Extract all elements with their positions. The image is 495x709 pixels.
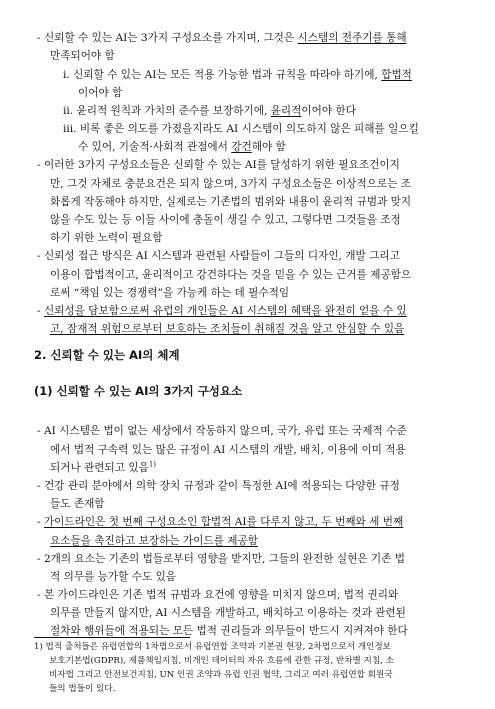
text-span: 1) 법적 출처들은 유럽연합의 1차법으로서 유럽연합 조약과 기본권 헌장, 2차법으로서 개인정보	[34, 642, 391, 652]
text-line	[37, 304, 407, 318]
underlined-text: 고, 잠재적 위험으로부터 보호하는 조치들이 취해질 것을 알고 안심할 수 있음	[50, 323, 405, 335]
text-span: - 신뢰성 접근 방식은 AI 시스템과 관련된 사람들이 그들의 디자인, 개발 그리고	[37, 250, 400, 262]
text-span: - 본 가이드라인은 기존 법적 규범과 요건에 영향을 미치지 않으며, 법적 권리와	[37, 589, 399, 601]
footnote-ref: 1)	[148, 460, 157, 469]
text-span: 2. 신뢰할 수 있는 AI의 체계	[34, 348, 180, 362]
text-span: ⅰ. 신뢰할 수 있는 AI는 모든 적용 가능한 법과 규칙을 따라야 하기에,	[63, 69, 382, 81]
text-span: 해야 함	[251, 141, 286, 153]
underlined-text: 강건	[231, 141, 252, 153]
underlined-text: 합법적	[381, 69, 412, 81]
text-line	[50, 606, 406, 620]
text-span: 하기 위한 노력이 필요함	[50, 232, 163, 244]
text-span: 이어야 함	[78, 87, 123, 99]
text-span: -	[37, 516, 44, 528]
underlined-text: 가이드라인은 첫 번째 구성요소인 합법적 AI를 다루지 않고, 두 번째와 세 번째	[43, 516, 404, 528]
text-line	[37, 588, 398, 602]
text-line	[37, 479, 400, 493]
section-heading	[34, 384, 242, 398]
underlined-text: 윤리적	[270, 105, 302, 117]
text-line	[37, 249, 400, 263]
text-span: 들의 법들이 있다.	[49, 684, 116, 694]
text-span: 이어야 한다	[301, 105, 356, 117]
text-line	[50, 570, 176, 584]
text-line	[50, 322, 404, 336]
text-span: 수 있어, 기술적·사회적 관점에서	[78, 141, 232, 153]
text-span: 않을 수도 있는 등 이들 사이에 충돌이 생길 수 있고, 그렇다면 그것들을 조정	[50, 214, 401, 226]
text-line	[50, 624, 408, 638]
text-span: 만, 그것 자체로 충분요건은 되지 않으며, 3가지 구성요소들은 이상적으로는 조	[50, 178, 412, 190]
underlined-text: 시스템의 전주기를 통해	[297, 32, 407, 44]
text-line	[50, 534, 258, 548]
text-span: 에서 법적 구속력 있는 많은 규정이 AI 시스템의 개발, 배치, 이용에 이미 적용	[50, 444, 406, 456]
text-span: 화롭게 작동해야 하지만, 실제로는 기존법의 범위와 내용이 윤리적 규범과 맞지	[50, 196, 412, 208]
text-line	[50, 286, 289, 300]
text-span: - 건강 관리 분야에서 의학 장치 규정과 같이 특정한 AI에 적용되는 다양한 규정	[37, 480, 400, 492]
text-span: -	[37, 305, 44, 317]
text-span: - AI 시스템은 법이 없는 세상에서 작동하지 않으며, 국가, 유럽 또는 국제적 수준	[37, 425, 407, 437]
text-span: ⅲ. 비록 좋은 의도를 가졌을지라도 AI 시스템이 의도하지 않은 피해를 일으킬	[63, 123, 419, 135]
footnote-line	[49, 670, 393, 681]
text-span: 보호기본법(GDPR), 제품책임지침, 비개인 데이터의 자유 흐름에 관한 규정, 반차별 지침, 소	[49, 656, 394, 666]
text-line	[50, 213, 401, 227]
text-line	[37, 552, 405, 566]
text-span: ⅱ. 윤리적 원칙과 가치의 준수를 보장하기에,	[63, 105, 271, 117]
text-span: 만족되어야 함	[50, 50, 115, 62]
text-span: 로써 “책임 있는 경쟁력”을 가능케 하는 데 필수적임	[50, 287, 290, 299]
text-line	[50, 49, 115, 63]
text-span: 들도 존재함	[50, 498, 105, 510]
text-line	[37, 158, 400, 172]
text-line	[50, 177, 411, 191]
text-line	[78, 86, 122, 100]
text-line	[37, 424, 407, 438]
text-line	[37, 515, 403, 529]
text-line	[50, 461, 156, 475]
text-line	[50, 195, 411, 209]
text-line	[50, 231, 162, 245]
text-span: - 신뢰할 수 있는 AI는 3가지 구성요소를 가지며, 그것은	[37, 32, 298, 44]
footnote-line	[34, 642, 391, 653]
text-line	[78, 140, 286, 154]
footnote-line	[49, 684, 115, 695]
text-span: 되거나 관련되고 있음	[50, 462, 149, 474]
text-span: 비자법 그리고 안전보건지침, UN 인권 조약과 유럽 인권 협약, 그리고 여러 유럽연합 회원국	[49, 670, 393, 680]
text-span: 이용이 합법적이고, 윤리적이고 강건하다는 것을 믿을 수 있는 근거를 제공함으	[50, 269, 412, 281]
text-span: (1) 신뢰할 수 있는 AI의 3가지 구성요소	[34, 384, 243, 398]
underlined-text: 신뢰성을 담보함으로써 유럽의 개인들은 AI 시스템의 혜택을 완전히 얻을 수 있	[43, 305, 407, 317]
text-line	[63, 104, 356, 118]
section-heading	[34, 348, 180, 362]
underlined-text: 요소들을 촉진하고 보장하는 가이드를 제공함	[50, 535, 258, 547]
text-span: 절차와 행위들에 적용되는 모든 법적 권리들과 의무들이 반드시 지켜져야 한다	[50, 625, 408, 637]
text-span: 의무를 만들지 않지만, AI 시스템을 개발하고, 배치하고 이용하는 것과 관련된	[50, 607, 406, 619]
footnote-separator	[34, 637, 190, 638]
text-line	[63, 122, 419, 136]
text-line	[63, 68, 412, 82]
text-span: 적 의무를 능가할 수도 있음	[50, 571, 177, 583]
text-line	[37, 31, 407, 45]
text-line	[50, 443, 406, 457]
text-span: - 2개의 요소는 기존의 법들로부터 영향을 받지만, 그들의 완전한 실현은 기존 법	[37, 553, 405, 565]
text-span: - 이러한 3가지 구성요소들은 신뢰할 수 있는 AI를 달성하기 위한 필요조건이지	[37, 159, 400, 171]
footnote-line	[49, 656, 394, 667]
text-line	[50, 497, 105, 511]
text-line	[50, 268, 411, 282]
